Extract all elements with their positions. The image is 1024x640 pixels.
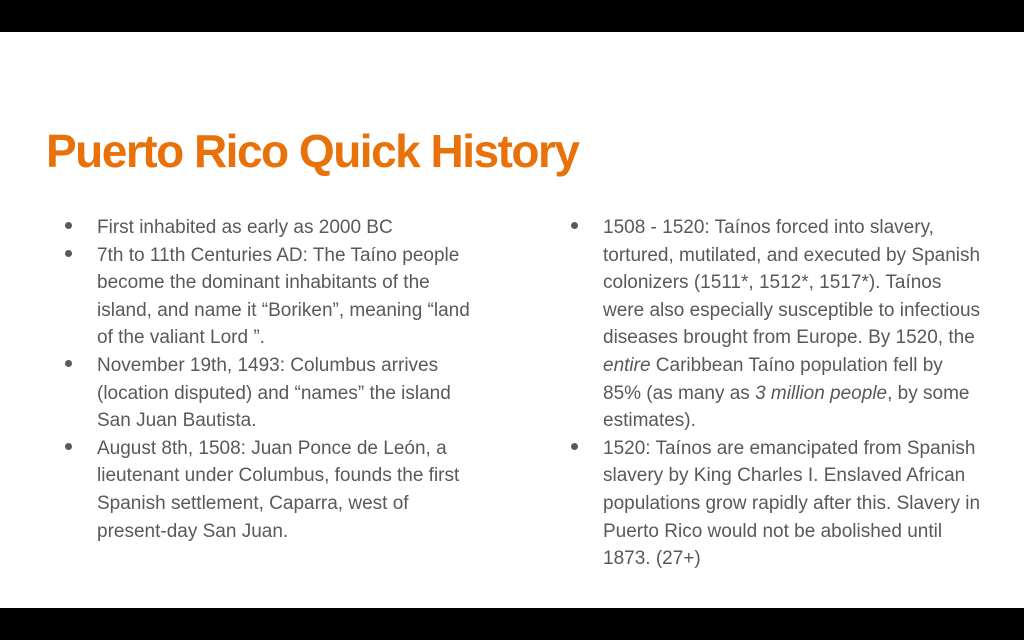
text-segment: 1508 - 1520: Taínos forced into slavery, tortured, mutilated, and executed by Spanish colonizers (1511*, 1512*, 1517*). Taínos were also especially susceptible to infectious diseases brought from Europe. By 1520, the	[603, 217, 981, 349]
list-item	[60, 242, 480, 352]
bullet-icon	[60, 352, 76, 380]
slide	[0, 32, 1024, 608]
list-item-text: 1520: Taínos are emancipated from Spanish slavery by King Charles I. Enslaved African populations grow rapidly after this. Slavery in Puerto Rico would not be abolished until 1873. (27+)	[603, 437, 981, 570]
left-bullet-list	[60, 214, 480, 545]
list-item	[60, 214, 480, 242]
text-segment: , by some estimates).	[603, 382, 970, 432]
list-item-text	[603, 217, 980, 431]
text-segment: Caribbean Taíno population fell by 85% (as many as	[603, 354, 943, 404]
list-item-text: November 19th, 1493: Columbus arrives (location disputed) and “names” the island San Juan Bautista.	[97, 354, 451, 432]
bullet-icon	[60, 214, 76, 242]
emphasis-entire: entire	[603, 354, 651, 376]
right-bullet-list	[566, 214, 986, 573]
bullet-icon	[60, 435, 76, 463]
bullet-icon	[60, 242, 76, 270]
bullet-icon	[566, 214, 582, 242]
list-item-text: 7th to 11th Centuries AD: The Taíno people become the dominant inhabitants of the island, and name it “Boriken”, meaning “land of the valiant Lord ”.	[97, 244, 470, 349]
emphasis-population: 3 million people	[755, 382, 888, 404]
slide-title: Puerto Rico Quick History	[46, 125, 579, 177]
list-item	[566, 214, 986, 435]
list-item	[60, 352, 480, 435]
list-item-text: First inhabited as early as 2000 BC	[97, 217, 393, 238]
bullet-icon	[566, 435, 582, 463]
list-item	[60, 435, 480, 545]
list-item	[566, 435, 986, 573]
list-item-text: August 8th, 1508: Juan Ponce de León, a lieutenant under Columbus, founds the first Spanish settlement, Caparra, west of present-day San Juan.	[97, 437, 460, 542]
